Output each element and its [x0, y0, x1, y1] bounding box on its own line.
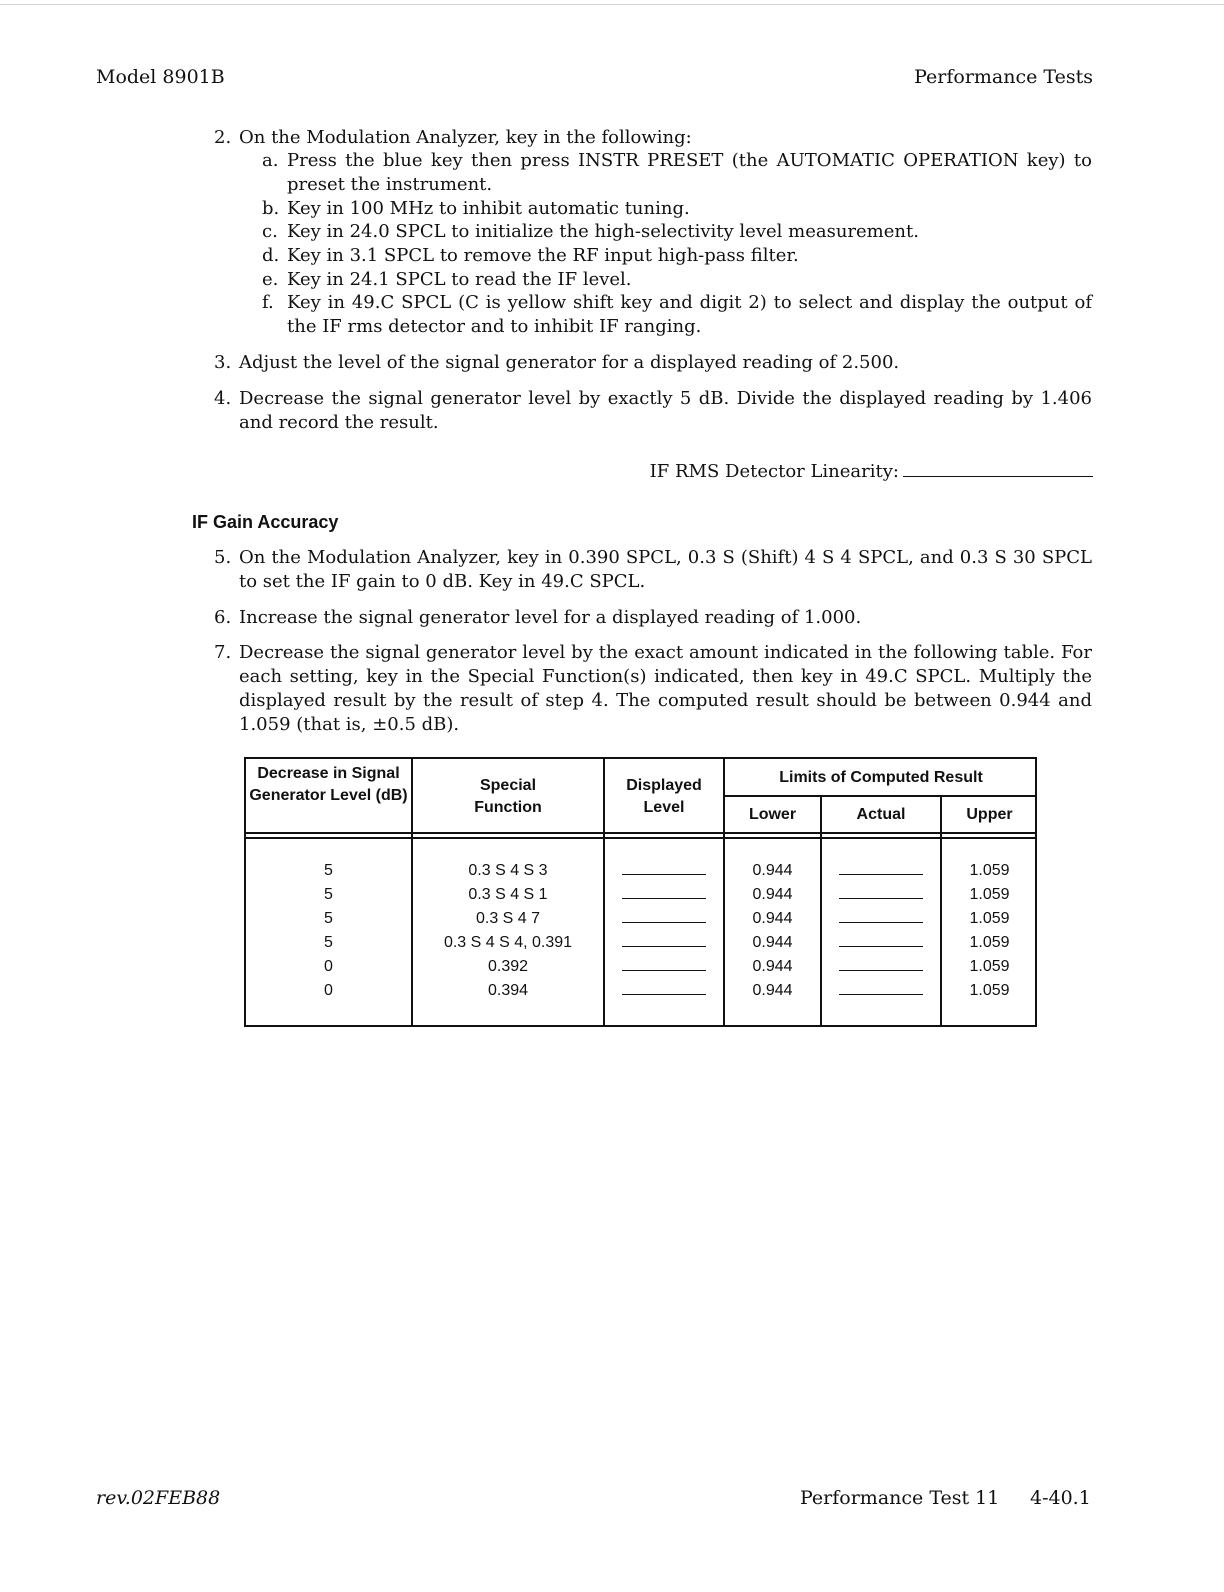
- cell-lower: 0.944: [752, 910, 793, 927]
- column-displayed: [605, 859, 723, 1003]
- displayed-level-blank[interactable]: [622, 859, 706, 875]
- substep-letter: a.: [262, 150, 279, 171]
- cell-special: 0.394: [487, 982, 529, 999]
- gain-accuracy-table: [244, 757, 1037, 1027]
- substep-letter: b.: [262, 198, 280, 219]
- step-3: [214, 351, 1092, 375]
- linearity-label: IF RMS Detector Linearity:: [649, 461, 899, 482]
- displayed-level-blank[interactable]: [622, 979, 706, 995]
- cell-special: 0.3 S 4 S 4, 0.391: [443, 934, 573, 951]
- substep-text: Key in 24.1 SPCL to read the IF level.: [287, 269, 632, 290]
- cell-upper: 1.059: [969, 934, 1010, 951]
- cell-upper: 1.059: [969, 982, 1010, 999]
- column-actual: [822, 859, 940, 1003]
- column-decrease: [246, 859, 411, 1003]
- column-upper: [942, 859, 1037, 1003]
- displayed-level-blank[interactable]: [622, 907, 706, 923]
- header-actual: Actual: [856, 806, 906, 823]
- header-displayed: Displayed Level: [626, 777, 702, 816]
- table-divider: [723, 795, 1035, 797]
- substep-letter: c.: [262, 221, 278, 242]
- step-number: 7.: [214, 642, 232, 663]
- header-lower: Lower: [748, 806, 797, 823]
- actual-result-blank[interactable]: [839, 859, 923, 875]
- step-4: [214, 387, 1092, 435]
- step-6: [214, 606, 1092, 630]
- linearity-blank[interactable]: [903, 460, 1093, 477]
- step-number: 6.: [214, 607, 232, 628]
- cell-decrease: 0: [324, 982, 333, 999]
- cell-upper: 1.059: [969, 862, 1010, 879]
- substep-letter: e.: [262, 269, 279, 290]
- actual-result-blank[interactable]: [839, 907, 923, 923]
- cell-decrease: 0: [324, 958, 333, 975]
- substep-letter: d.: [262, 245, 280, 266]
- step-7: [214, 641, 1092, 737]
- linearity-record: [650, 460, 1093, 482]
- cell-lower: 0.944: [752, 886, 793, 903]
- cell-decrease: 5: [324, 862, 333, 879]
- cell-decrease: 5: [324, 886, 333, 903]
- cell-lower: 0.944: [752, 958, 793, 975]
- step-text: Adjust the level of the signal generator for a displayed reading of 2.500.: [239, 352, 900, 373]
- header-special: Special Function: [474, 777, 542, 816]
- step-number: 5.: [214, 547, 232, 568]
- displayed-level-blank[interactable]: [622, 931, 706, 947]
- step-5: [214, 546, 1092, 594]
- substep-text: Press the blue key then press INSTR PRESET (the AUTOMATIC OPERATION key) to preset the instrument.: [287, 150, 1092, 195]
- substep-text: Key in 100 MHz to inhibit automatic tuning.: [287, 198, 690, 219]
- substep-b: [262, 197, 1092, 221]
- cell-decrease: 5: [324, 934, 333, 951]
- top-rule: [0, 4, 1224, 5]
- substep-text: Key in 24.0 SPCL to initialize the high-selectivity level measurement.: [287, 221, 919, 242]
- cell-decrease: 5: [324, 910, 333, 927]
- step-text: On the Modulation Analyzer, key in 0.390 SPCL, 0.3 S (Shift) 4 S 4 SPCL, and 0.3 S 30 SPCL to set the IF gain to 0 dB. Key in 49.C SPCL.: [239, 547, 1092, 592]
- substep-a: [262, 149, 1092, 197]
- header-decrease: Decrease in Signal Generator Level (dB): [249, 765, 408, 804]
- cell-upper: 1.059: [969, 886, 1010, 903]
- step-2: [214, 126, 1092, 150]
- footer-page: 4-40.1: [1030, 1487, 1091, 1509]
- step-text: Decrease the signal generator level by the exact amount indicated in the following table. For each setting, key in the Special Function(s) indicated, then key in 49.C SPCL. Multiply the displayed result by the result of step 4. The computed result should be between 0.944 and 1.059 (that is, ±0.5 dB).: [239, 642, 1092, 735]
- cell-special: 0.3 S 4 7: [475, 910, 541, 927]
- cell-special: 0.392: [487, 958, 529, 975]
- displayed-level-blank[interactable]: [622, 955, 706, 971]
- cell-upper: 1.059: [969, 958, 1010, 975]
- step-text: Decrease the signal generator level by exactly 5 dB. Divide the displayed reading by 1.406 and record the result.: [239, 388, 1092, 433]
- step-number: 4.: [214, 388, 232, 409]
- header-limits: Limits of Computed Result: [779, 769, 983, 786]
- displayed-level-blank[interactable]: [622, 883, 706, 899]
- section-title: IF Gain Accuracy: [192, 512, 339, 532]
- header-model: Model 8901B: [96, 66, 225, 88]
- step-text: Increase the signal generator level for a displayed reading of 1.000.: [239, 607, 862, 628]
- cell-upper: 1.059: [969, 910, 1010, 927]
- cell-lower: 0.944: [752, 862, 793, 879]
- table-divider: [246, 832, 1035, 834]
- header-upper: Upper: [966, 806, 1013, 823]
- substep-text: Key in 49.C SPCL (C is yellow shift key and digit 2) to select and display the output of the IF rms detector and to inhibit IF ranging.: [287, 292, 1092, 337]
- footer-test: Performance Test 11: [800, 1487, 1000, 1509]
- cell-special: 0.3 S 4 S 1: [468, 886, 548, 903]
- substep-letter: f.: [262, 292, 274, 313]
- column-lower: [725, 859, 820, 1003]
- substep-c: [262, 220, 1092, 244]
- column-special: [413, 859, 603, 1003]
- cell-lower: 0.944: [752, 934, 793, 951]
- header-section: Performance Tests: [914, 66, 1093, 88]
- footer-revision: rev.02FEB88: [96, 1487, 221, 1509]
- cell-lower: 0.944: [752, 982, 793, 999]
- actual-result-blank[interactable]: [839, 883, 923, 899]
- step-number: 3.: [214, 352, 232, 373]
- actual-result-blank[interactable]: [839, 931, 923, 947]
- substep-d: [262, 244, 1092, 268]
- actual-result-blank[interactable]: [839, 979, 923, 995]
- cell-special: 0.3 S 4 S 3: [468, 862, 548, 879]
- substep-e: [262, 268, 1092, 292]
- step-number: 2.: [214, 127, 232, 148]
- table-divider: [246, 837, 1035, 839]
- substep-f: [262, 291, 1092, 339]
- actual-result-blank[interactable]: [839, 955, 923, 971]
- substep-text: Key in 3.1 SPCL to remove the RF input high-pass filter.: [287, 245, 799, 266]
- step-text: On the Modulation Analyzer, key in the following:: [239, 127, 692, 148]
